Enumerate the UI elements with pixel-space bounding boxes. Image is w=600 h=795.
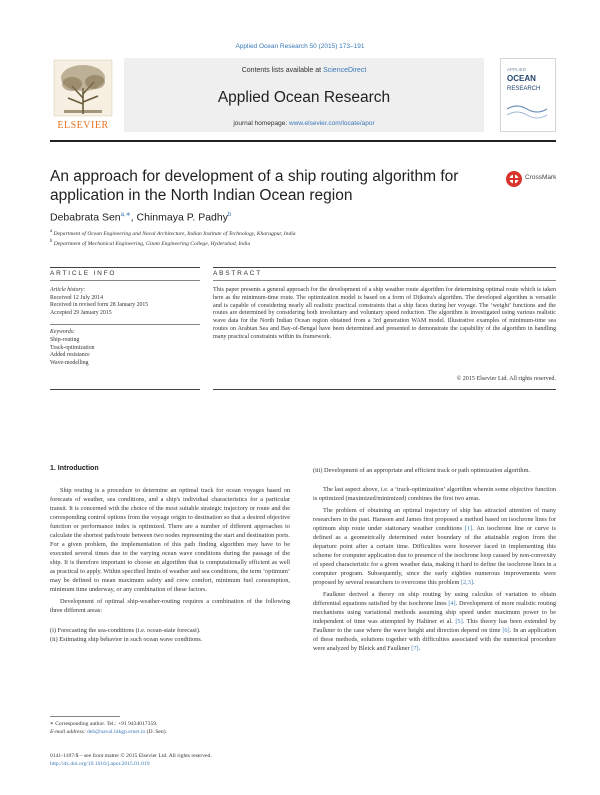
affiliation-a <box>50 228 550 238</box>
paragraph <box>313 506 556 587</box>
cover-text-applied: APPLIED <box>507 67 527 72</box>
citation-link[interactable]: [4] <box>448 600 456 607</box>
received-date: Received 12 July 2014 <box>50 294 103 301</box>
page-footer <box>50 752 290 768</box>
text-run: . This theory has been extended by Faulkner to the case where the wave height and direction depend on time <box>313 618 556 634</box>
section-heading: 1. Introduction <box>50 465 99 472</box>
divider <box>50 324 200 325</box>
citation-link[interactable]: [6] <box>502 627 510 634</box>
sciencedirect-link[interactable]: ScienceDirect <box>323 67 367 74</box>
divider <box>50 280 200 281</box>
divider <box>50 389 200 390</box>
journal-citation[interactable]: Applied Ocean Research 50 (2015) 173–191 <box>235 43 365 50</box>
doi-link[interactable]: http://dx.doi.org/10.1016/j.apor.2015.01.019 <box>50 761 150 767</box>
elsevier-logo <box>50 58 116 132</box>
issn-line: 0141-1187/$ – see front matter © 2015 Elsevier Ltd. All rights reserved. <box>50 753 212 759</box>
cover-text-research: RESEARCH <box>507 86 541 92</box>
text-run: Faulkner derived a theory on ship routing by using calculus of variation to obtain differential equations satisfied by the isochrone lines <box>313 591 556 607</box>
header-rule <box>50 140 556 142</box>
author-affil-marker[interactable]: b <box>227 212 232 218</box>
author-separator: , <box>130 211 137 224</box>
journal-header <box>50 58 556 136</box>
abstract-text: This paper presents a general approach for the development of a ship weather route algorithm for determining optimal route which is taken here as the minimum-time route. The optimization model is based on a form of Dijkstra's algorithm. The developed algorithm is versatile and is capable of considering nearly all realistic practical constraints that a ship faces during her voyage. The ‘weight’ functions and the routes are determined by considering both involuntary and voluntary speed reduction. The algorithm is investigated using various realistic wave data for the North Indian Ocean region obtained from a 3rd generation WAM model. Illustrative examples of minimum-time sea routes on Arabian Sea and Bay-of-Bengal have been determined and presented to demonstrate the capability of the algorithm in handling many practical constraints within its framework. <box>213 287 556 340</box>
citation-link[interactable]: [5] <box>455 618 463 625</box>
list-item: (ii) Estimating ship behavior in such ocean wave conditions. <box>50 636 203 643</box>
journal-title: Applied Ocean Research <box>217 89 391 106</box>
affil-text: Department of Mechanical Engineering, Gitam Engineering College, Hyderabad, India <box>53 240 251 247</box>
text-run: . An isochrone line or curve is defined as a geometrically determined outer boundary of the attainable region from the departure point after a certain time. Difficulties were however faced in implementing this scheme for computer application due to presence of the isochrone loop caused by non-convexity of speed characteristic for a given weather data, making it hard to define the isochrone lines in a computer program. Subsequently, since the early eighties numerous improvements were proposed by several researchers to overcome this problem <box>313 525 556 586</box>
affil-marker: a <box>50 229 53 234</box>
author-name[interactable]: Chinmaya P. Padhy <box>136 211 228 224</box>
cover-text-ocean: OCEAN <box>507 74 536 83</box>
email-suffix: (D. Sen). <box>145 729 167 735</box>
email-label: E-mail address: <box>50 729 88 735</box>
affil-text: Department of Ocean Engineering and Naval Architecture, Indian Institute of Technology, Kharagpur, India <box>53 230 296 237</box>
body-column-right <box>313 466 556 656</box>
list-item: (iii) Development of an appropriate and efficient track or path optimization algorithm. <box>313 467 531 474</box>
abstract-label: ABSTRACT <box>213 270 263 277</box>
paragraph: The last aspect above, i.e. a ‘track-optimization’ algorithm wherein some objective function is optimized (maximized/minimized) combines the first two areas. <box>313 486 556 502</box>
divider <box>50 267 200 268</box>
divider <box>213 267 556 268</box>
keywords-label: Keywords: <box>50 329 75 336</box>
author-name[interactable]: Debabrata Sen <box>50 211 121 224</box>
journal-banner <box>124 58 484 132</box>
abstract-copyright: © 2015 Elsevier Ltd. All rights reserved. <box>456 376 556 382</box>
email-link[interactable]: deb@naval.iitkgp.ernet.in <box>87 729 146 735</box>
keyword: Track-optimization <box>50 344 95 351</box>
author-affil-marker[interactable]: a,∗ <box>120 212 131 218</box>
footnote-rule <box>50 716 120 717</box>
author-list <box>50 211 231 224</box>
contents-line <box>124 67 484 74</box>
text-run: . Development of more realistic routing mechanisms using variational methods assuming ship speed under maximum power to be independent of time was attempted by Haltiner et al. <box>313 600 557 625</box>
paragraph: Ship routing is a procedure to determine an optimal track for ocean voyages based on forecasts of weather, sea conditions, and a ship's individual characteristics for a particular transit. It is concerned with the choice of the most suitable strategic trajectory or route and the corresponding control options from the voyage origin to destination so that a desired objective function or performance index is optimized. There are a number of different approaches to calculate the shortest path/route between two nodes representing the start and destination ports. For a given problem, the implementation of this path finding algorithm may have to be executed several times due to the varying ocean wave conditions during the passage of the ship. It is therefore important to choose an algorithm that is computationally efficient as well as practical to apply. Within specified limits of weather and sea conditions, the term ‘optimum’ may be defined to mean maximum safety and crew comfort, minimum fuel consumption, minimum time underway, or any combination of these factors. <box>50 487 290 593</box>
text-run: . In an application of these methods, solutions together with difficulties associated with the numerical procedure were analyzed by Bleick and Faulkner <box>313 627 556 652</box>
text-run: The problem of obtaining an optimal trajectory of ship has attracted attention of many researchers in the past. Hanssen and James first proposed a method based on isochrone lines for optimum ship route under stationary weather conditions <box>313 507 556 532</box>
keyword: Ship-routing <box>50 336 80 343</box>
affiliations <box>50 228 550 248</box>
body-column-left <box>50 486 290 644</box>
homepage-line <box>124 120 484 127</box>
text-run: . <box>418 645 421 652</box>
contents-prefix: Contents lists available at <box>241 67 322 74</box>
corresponding-author-note: ∗ Corresponding author. Tel.: +91 9434017359. <box>50 721 158 727</box>
divider <box>213 280 556 281</box>
citation-link[interactable]: [2,3] <box>460 579 474 586</box>
article-info <box>50 287 200 367</box>
paragraph <box>313 590 556 653</box>
homepage-prefix: journal homepage: <box>233 120 288 127</box>
revised-date: Received in revised form 28 January 2015 <box>50 302 149 309</box>
list-item: (i) Forecasting the sea-conditions (i.e. ocean-state forecast). <box>50 627 201 634</box>
citation-link[interactable]: [1] <box>464 525 473 532</box>
crossmark-label: CrossMark <box>525 174 557 181</box>
publisher-wordmark: ELSEVIER <box>57 120 109 131</box>
history-label: Article history: <box>50 287 86 293</box>
keyword: Wave-modelling <box>50 359 89 366</box>
affil-marker: b <box>50 238 53 244</box>
email-line <box>50 728 290 736</box>
article-info-label: ARTICLE INFO <box>50 270 117 277</box>
journal-cover <box>500 58 556 132</box>
crossmark-badge[interactable] <box>505 170 565 192</box>
paragraph: Development of optimal ship-weather-routing requires a combination of the following three different areas: <box>50 598 290 614</box>
accepted-date: Accepted 29 January 2015 <box>50 309 112 316</box>
citation-link[interactable]: [7] <box>411 645 419 652</box>
affiliation-b <box>50 238 550 248</box>
article-title: An approach for development of a ship routing algorithm for application in the North Indian Ocean region <box>50 168 459 204</box>
keyword: Added resistance <box>50 352 90 359</box>
divider <box>213 389 556 390</box>
homepage-link[interactable]: www.elsevier.com/locate/apor <box>289 120 375 127</box>
footnote <box>50 720 290 736</box>
crossmark-icon <box>505 170 523 188</box>
text-run: . <box>473 579 475 586</box>
